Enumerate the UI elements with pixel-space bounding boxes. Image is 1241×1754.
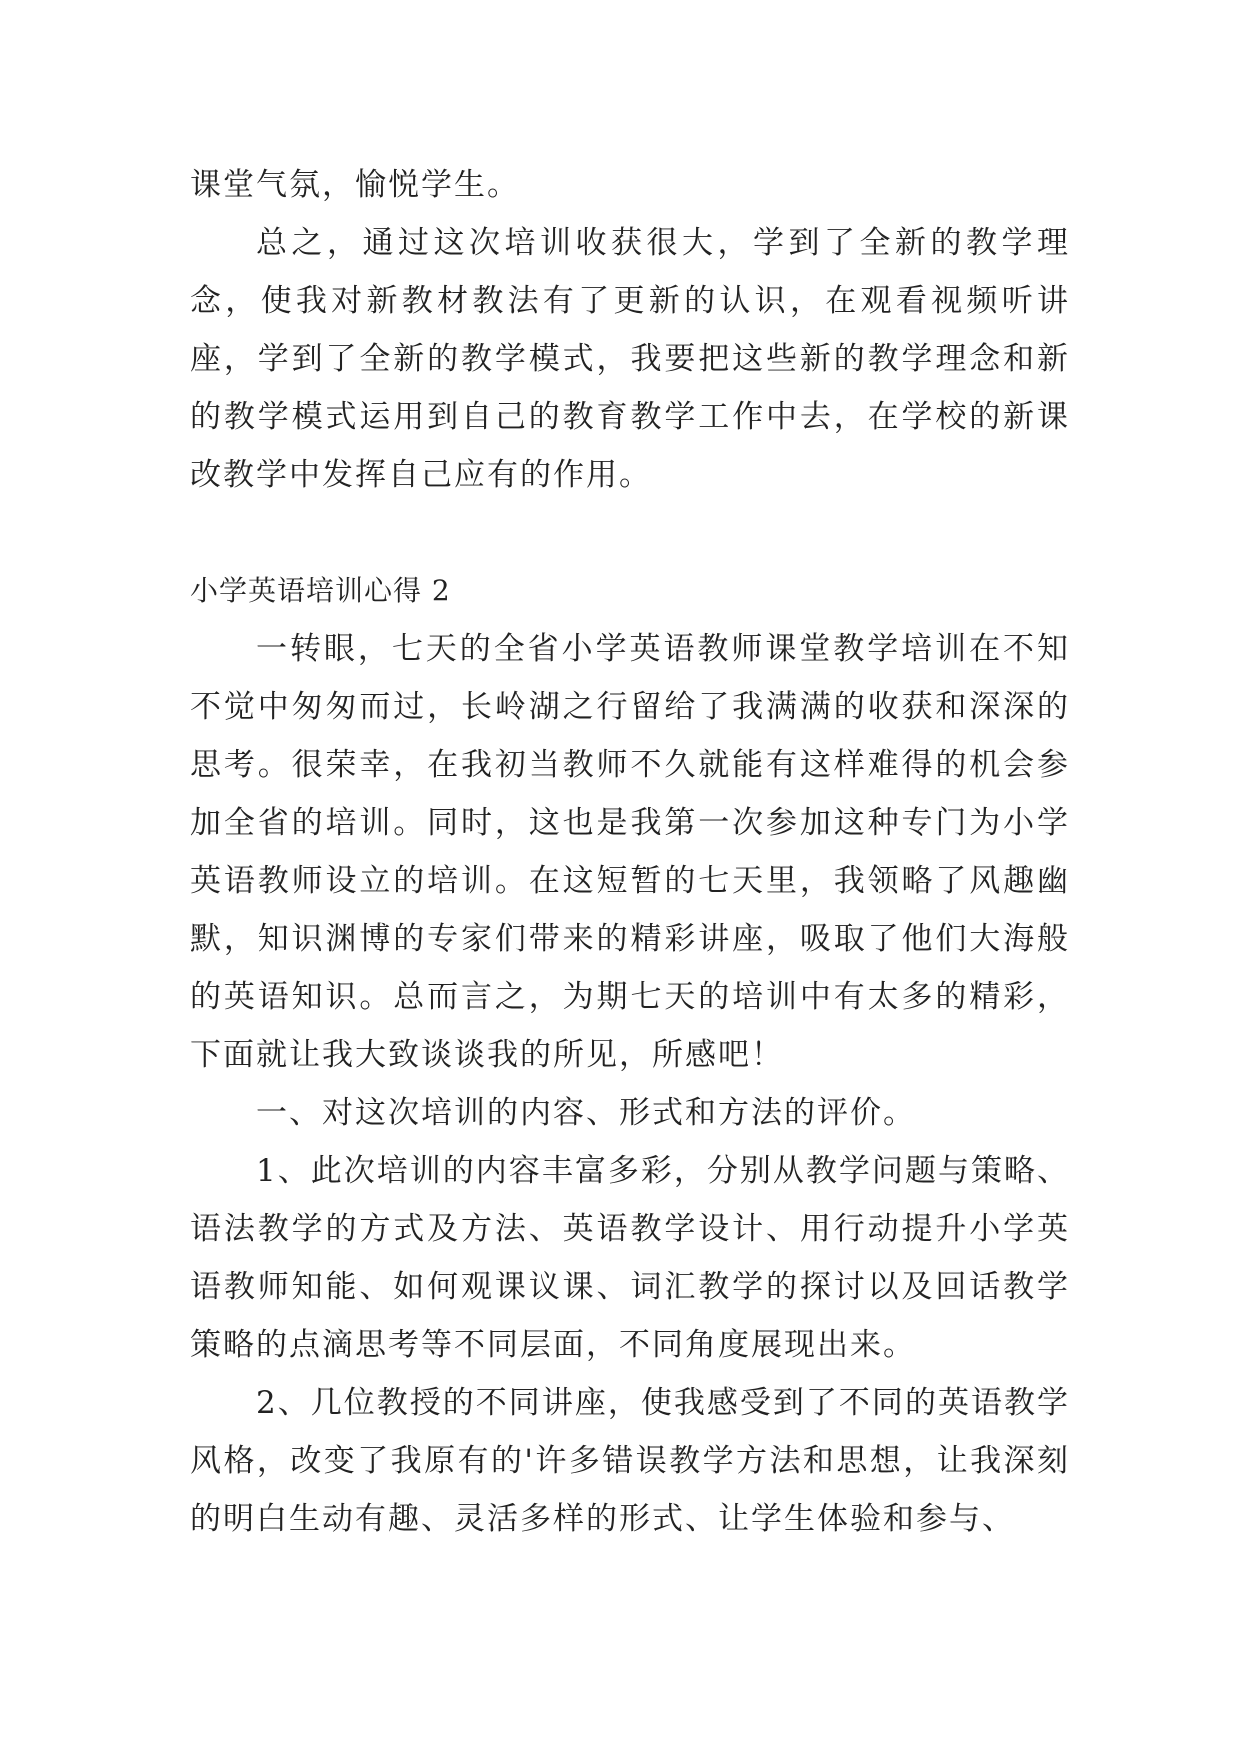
paragraph: 总之，通过这次培训收获很大，学到了全新的教学理念，使我对新教材教法有了更新的认识，在观看视频听讲座，学到了全新的教学模式，我要把这些新的教学理念和新的教学模式运用到自己的教育教学工作中去，在学校的新课改教学中发挥自己应有的作用。 bbox=[190, 225, 1070, 493]
paragraph: 一、对这次培训的内容、形式和方法的评价。 bbox=[256, 1095, 916, 1131]
paragraph: 课堂气氛，愉悦学生。 bbox=[190, 167, 520, 203]
paragraph: 1、此次培训的内容丰富多彩，分别从教学问题与策略、语法教学的方式及方法、英语教学设计、用行动提升小学英语教师知能、如何观课议课、词汇教学的探讨以及回话教学策略的点滴思考等不同层面，不同角度展现出来。 bbox=[190, 1153, 1070, 1363]
section-heading: 小学英语培训心得 2 bbox=[190, 574, 451, 607]
paragraph: 2、几位教授的不同讲座，使我感受到了不同的英语教学风格，改变了我原有的'许多错误教学方法和思想，让我深刻的明白生动有趣、灵活多样的形式、让学生体验和参与、 bbox=[190, 1385, 1070, 1537]
paragraph: 一转眼，七天的全省小学英语教师课堂教学培训在不知不觉中匆匆而过，长岭湖之行留给了我满满的收获和深深的思考。很荣幸，在我初当教师不久就能有这样难得的机会参加全省的培训。同时，这也是我第一次参加这种专门为小学英语教师设立的培训。在这短暂的七天里，我领略了风趣幽默，知识渊博的专家们带来的精彩讲座，吸取了他们大海般的英语知识。总而言之，为期七天的培训中有太多的精彩，下面就让我大致谈谈我的所见，所感吧！ bbox=[190, 631, 1070, 1073]
document-body bbox=[190, 156, 1070, 1548]
